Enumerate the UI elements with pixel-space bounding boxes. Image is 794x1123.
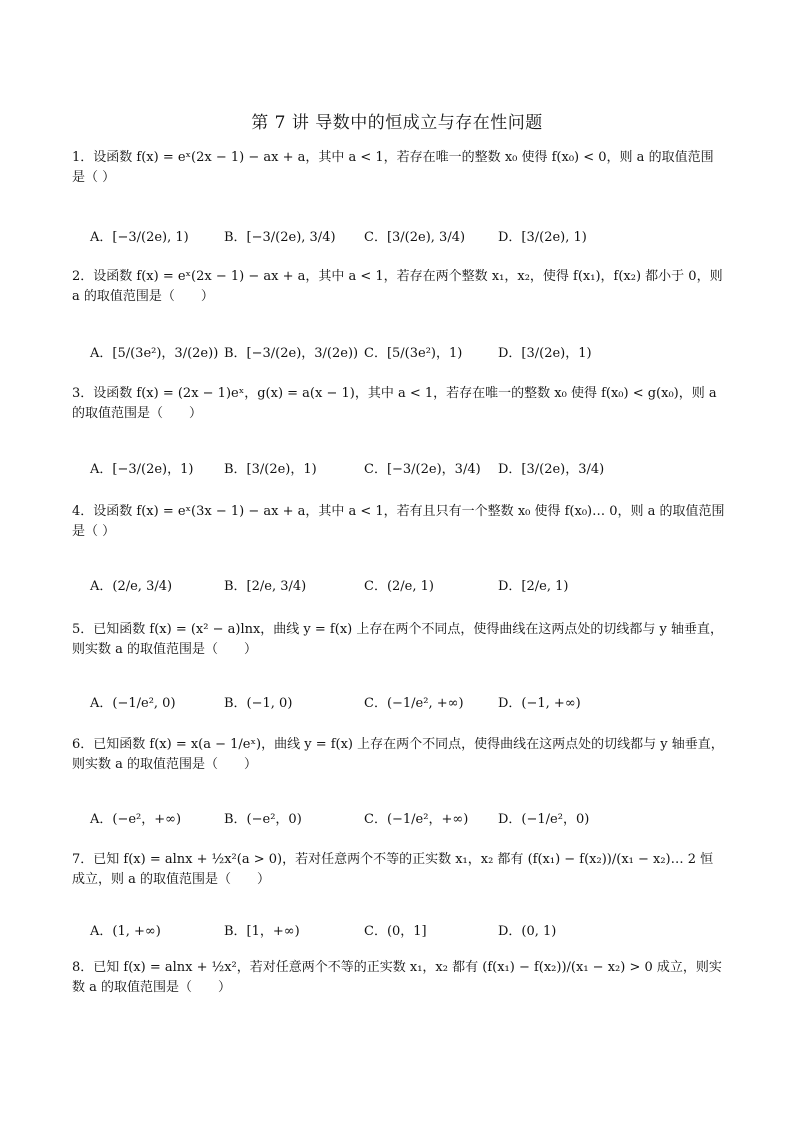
- question-7-stem: 7．已知 f(x) = alnx + ½x²(a > 0)，若对任意两个不等的正实数 x₁，x₂ 都有 (f(x₁) − f(x₂))/(x₁ − x₂)… 2 恒成立，则 a 的取值范围是（ ）: [72, 852, 714, 887]
- question-3-options: [90, 458, 730, 480]
- question-6-stem: 6．已知函数 f(x) = x(a − 1/eˣ)，曲线 y = f(x) 上存在两个不同点，使得曲线在这两点处的切线都与 y 轴垂直，则实数 a 的取值范围是（ ）: [72, 737, 724, 772]
- question-4-stem: 4．设函数 f(x) = eˣ(3x − 1) − ax + a，其中 a < 1，若有且只有一个整数 x₀ 使得 f(x₀)… 0，则 a 的取值范围是（ ）: [72, 504, 725, 539]
- option-b: B．[2/e, 3/4): [224, 579, 307, 594]
- page-title: 第 7 讲 导数中的恒成立与存在性问题: [251, 113, 543, 133]
- option-a: A．(1, +∞): [90, 924, 161, 939]
- option-c: C．(0，1]: [364, 924, 427, 939]
- option-c: C．(−1/e², +∞): [364, 696, 464, 711]
- question-1-options: [90, 226, 730, 248]
- question-2-options: [90, 342, 730, 364]
- option-c: C．(2/e, 1): [364, 579, 434, 594]
- option-d: D．(0, 1): [498, 924, 557, 939]
- option-b: B．(−1, 0): [224, 696, 293, 711]
- question-5-options: [90, 692, 730, 714]
- question-6-options: [90, 808, 730, 830]
- option-b: B．(−e²，0): [224, 812, 302, 827]
- option-b: B．[−3/(2e), 3/4): [224, 230, 336, 245]
- option-d: D．[2/e, 1): [498, 579, 569, 594]
- question-5-stem: 5．已知函数 f(x) = (x² − a)lnx，曲线 y = f(x) 上存在两个不同点，使得曲线在这两点处的切线都与 y 轴垂直，则实数 a 的取值范围是（ ）: [72, 622, 723, 657]
- option-c: C．(−1/e²，+∞): [364, 812, 469, 827]
- option-d: D．[3/(2e)，1): [498, 346, 592, 361]
- option-a: A．[−3/(2e)，1): [90, 462, 194, 477]
- question-1-stem: 1．设函数 f(x) = eˣ(2x − 1) − ax + a，其中 a < 1，若存在唯一的整数 x₀ 使得 f(x₀) < 0，则 a 的取值范围是（ ）: [72, 150, 714, 185]
- option-c: C．[3/(2e), 3/4): [364, 230, 466, 245]
- option-a: A．[5/(3e²)，3/(2e)): [90, 346, 219, 361]
- option-a: A．[−3/(2e), 1): [90, 230, 189, 245]
- option-d: D．[3/(2e), 1): [498, 230, 587, 245]
- question-4-options: [90, 575, 730, 597]
- option-d: D．(−1/e²，0): [498, 812, 590, 827]
- option-b: B．[−3/(2e)，3/(2e)): [224, 346, 359, 361]
- option-b: B．[1，+∞): [224, 924, 300, 939]
- question-8-stem: 8．已知 f(x) = alnx + ½x²，若对任意两个不等的正实数 x₁，x₂ 都有 (f(x₁) − f(x₂))/(x₁ − x₂) > 0 成立，则实数 a 的取值范围是（ ）: [72, 960, 722, 995]
- question-3-stem: 3．设函数 f(x) = (2x − 1)eˣ，g(x) = a(x − 1)，其中 a < 1，若存在唯一的整数 x₀ 使得 f(x₀) < g(x₀)，则 a 的取值范围是（ ）: [72, 386, 717, 421]
- question-7-options: [90, 920, 730, 942]
- option-d: D．(−1, +∞): [498, 696, 581, 711]
- question-2-stem: 2．设函数 f(x) = eˣ(2x − 1) − ax + a，其中 a < 1，若存在两个整数 x₁，x₂，使得 f(x₁)，f(x₂) 都小于 0，则 a 的取值范围是（ ）: [72, 269, 723, 304]
- option-d: D．[3/(2e)，3/4): [498, 462, 605, 477]
- option-c: C．[5/(3e²)，1): [364, 346, 463, 361]
- option-a: A．(−e²，+∞): [90, 812, 182, 827]
- option-b: B．[3/(2e)，1): [224, 462, 317, 477]
- option-c: C．[−3/(2e)，3/4): [364, 462, 481, 477]
- option-a: A．(2/e, 3/4): [90, 579, 173, 594]
- option-a: A．(−1/e², 0): [90, 696, 176, 711]
